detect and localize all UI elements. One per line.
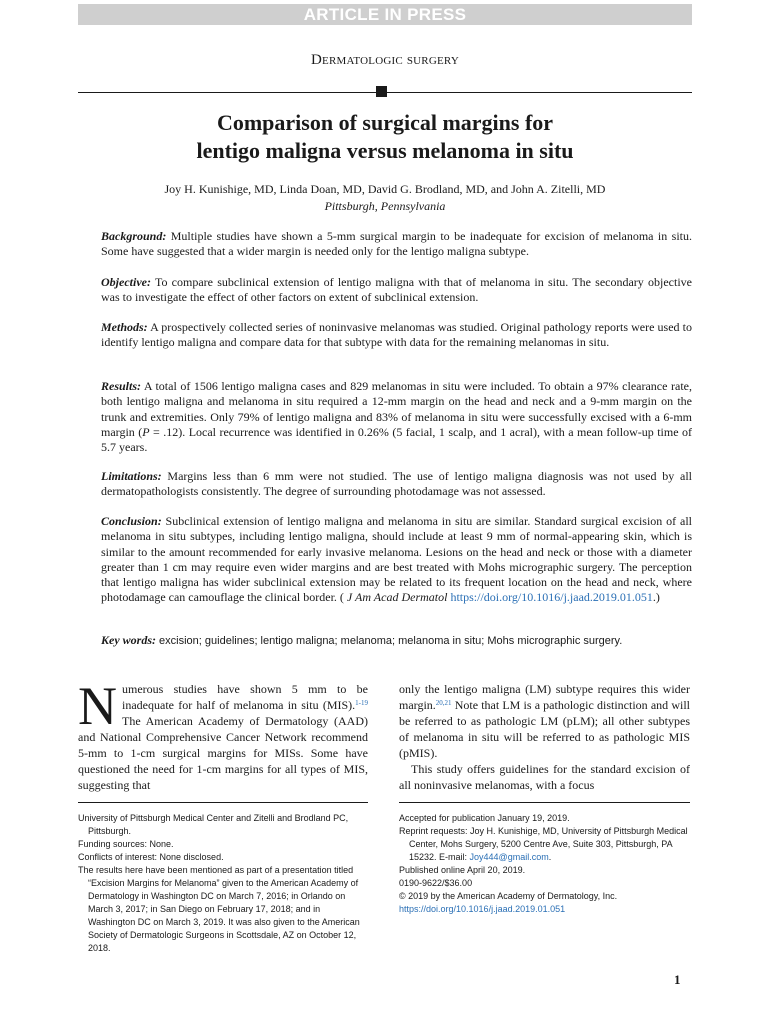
article-in-press-banner: ARTICLE IN PRESS [78,4,692,25]
objective-text: To compare subclinical extension of lentigo maligna with that of melanoma in situ. The secondary objective was to investigate the effect of other factors on extent of subclinical extension. [101,275,692,305]
reprint-text: Reprint requests: Joy H. Kunishige, MD, University of Pittsburgh Medical Center, Mohs Surgery, 5200 Centre Ave, Suite 303, Pittsburgh, PA 15232. E-mail: [399,826,688,862]
citation-journal: J Am Acad Dermatol [343,590,448,605]
body-right-paragraph-2: This study offers guidelines for the standard excision of all noninvasive melanomas, with a focus [399,762,690,792]
reference-link-1-19[interactable]: 1-19 [355,699,368,707]
body-right-paragraph-1 [399,681,690,761]
article-title [78,109,692,165]
author-location: Pittsburgh, Pennsylvania [324,199,446,213]
conclusion-label: Conclusion: [101,514,162,528]
abstract-doi-link[interactable]: https://doi.org/10.1016/j.jaad.2019.01.051 [450,590,653,605]
objective-label: Objective: [101,275,151,289]
footnote-copyright: © 2019 by the American Academy of Dermatology, Inc. [399,891,618,901]
title-line-2: lentigo maligna versus melanoma in situ [196,138,574,163]
keywords-label: Key words: [101,633,156,647]
reference-link-20-21[interactable]: 20,21 [435,699,452,707]
author-list: Joy H. Kunishige, MD, Linda Doan, MD, David G. Brodland, MD, and John A. Zitelli, MD [164,182,606,196]
footnote-conflicts: Conflicts of interest: None disclosed. [78,852,224,862]
title-line-1: Comparison of surgical margins for [216,110,554,135]
footnote-published: Published online April 20, 2019. [399,865,526,875]
footnote-affiliation: University of Pittsburgh Medical Center and Zitelli and Brodland PC, Pittsburgh. [78,813,349,836]
keywords-text: excision; guidelines; lentigo maligna; melanoma; melanoma in situ; Mohs micrographic surgery. [156,635,623,647]
methods-label: Methods: [101,320,148,334]
footnotes-left [78,812,368,955]
footnote-rule-right [399,802,690,803]
reprint-email-link[interactable]: Joy444@gmail.com [469,852,549,862]
footnote-reprint [399,825,690,864]
footnote-accepted: Accepted for publication January 19, 2019. [399,813,570,823]
body-right-text-2: Note that LM is a pathologic distinction and will be referred to as pathologic LM (pLM); all other subtypes of melanoma in situ will be referred to as pathologic MIS (pMIS). [399,698,690,760]
footnote-doi-link[interactable]: https://doi.org/10.1016/j.jaad.2019.01.051 [399,904,566,914]
results-label: Results: [101,379,142,393]
footnote-funding: Funding sources: None. [78,839,174,849]
abstract-background [101,229,692,260]
abstract-results [101,379,692,455]
conclusion-text: Subclinical extension of lentigo maligna and melanoma in situ are similar. Standard surgical excision of all melanoma in situ subtypes, including lentigo maligna, should include at least 9 mm of normal-appearing skin, which is similar to the amount recommended for early invasive melanoma. Lesions on the head and neck or those with a diameter greater than 1 cm may require even wider margins and are best treated with Mohs micrographic surgery. The perception that lentigo maligna has wider subclinical extension may be related to its frequent location on the head and neck, where photodamage can camouflage the clinical border. ( [101,514,692,605]
abstract-methods [101,320,692,351]
results-text-2: = .12). Local recurrence was identified in 0.26% (5 facial, 1 scalp, and 1 acral), with a mean follow-up time of 5.7 years. [101,424,692,455]
results-text-1: A total of 1506 lentigo maligna cases and 829 melanomas in situ were included. To obtain a 97% clearance rate, both lentigo maligna and melanoma in situ required a 12-mm margin on the head and neck and a 9-mm margin on the trunk and extremities. Only 79% of lentigo maligna and 83% of melanoma in situ were successfully excised with a 6-mm margin ( [101,379,692,439]
body-left-text-2: The American Academy of Dermatology (AAD) and National Comprehensive Cancer Network recommend 5-mm to 1-cm surgical margins for MISs. Some have questioned the need for 1-cm margins for all types of MIS, suggesting that [78,714,368,792]
abstract-keywords [101,633,692,649]
page-number: 1 [674,972,681,987]
body-left-text-1: umerous studies have shown 5 mm to be inadequate for half of melanoma in situ (MIS). [122,682,368,712]
background-text: Multiple studies have shown a 5-mm surgical margin to be inadequate for excision of melanoma in situ. Some have suggested that a wider margin is needed only for the lentigo maligna subtype. [101,229,692,259]
background-label: Background: [101,229,167,243]
header-rule-marker [376,86,387,97]
author-block [78,181,692,215]
footnote-issn: 0190-9622/$36.00 [399,878,473,888]
body-right-text-1: only the lentigo maligna (LM) subtype requires this wider margin. [399,682,690,712]
body-left-column [78,676,368,793]
footnotes-right [399,812,690,916]
abstract-conclusion [101,514,692,606]
footnote-presentation: The results here have been mentioned as part of a presentation titled “Excision Margins for Melanoma” given to the American Academy of Dermatology in Washington DC on March 7, 2016; in Orlando on March 3, 2017; in San Diego on February 17, 2018; and in Washington DC on March 3, 2019. It was also given to the American Society of Dermatologic Surgeons in Scottsdale, AZ on October 12, 2018. [78,865,360,953]
dropcap-letter: N [78,676,117,736]
footnote-rule-left [78,802,368,803]
limitations-label: Limitations: [101,469,162,483]
reprint-end: . [548,852,552,862]
abstract-objective [101,275,692,306]
methods-text: A prospectively collected series of noninvasive melanomas was studied. Original pathology reports were used to identify lentigo maligna and compare data for that subtype with data for the remaining melanomas in situ. [101,320,692,350]
citation-end: .) [652,590,660,605]
results-p-symbol: P [142,424,150,439]
limitations-text: Margins less than 6 mm were not studied. The use of lentigo maligna diagnosis was not used by all dermatopathologists consistently. The degree of surrounding photodamage was not assessed. [101,469,692,499]
abstract-limitations [101,469,692,500]
section-heading: Dermatologic surgery [311,52,459,68]
body-right-column [399,681,690,793]
